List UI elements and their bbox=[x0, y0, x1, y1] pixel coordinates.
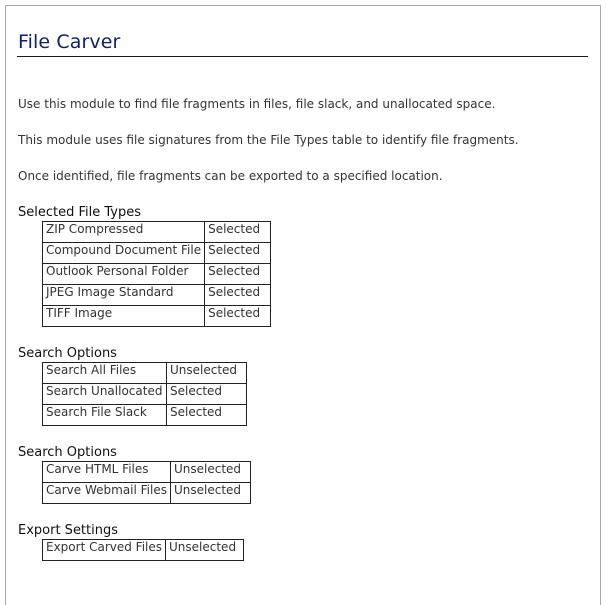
option-name: JPEG Image Standard bbox=[43, 285, 205, 306]
option-name: Carve Webmail Files bbox=[43, 483, 171, 504]
option-name: Export Carved Files bbox=[43, 540, 166, 561]
export-settings-table bbox=[42, 539, 244, 561]
file-types-table bbox=[42, 221, 271, 327]
option-name: Outlook Personal Folder bbox=[43, 264, 205, 285]
option-status: Selected bbox=[205, 306, 271, 327]
option-name: ZIP Compressed bbox=[43, 222, 205, 243]
table-row bbox=[43, 243, 271, 264]
table-row bbox=[43, 285, 271, 306]
option-status: Selected bbox=[205, 285, 271, 306]
table-row bbox=[43, 363, 247, 384]
option-status: Selected bbox=[205, 243, 271, 264]
intro-paragraph: Use this module to find file fragments in files, file slack, and unallocated space. bbox=[18, 97, 496, 111]
option-name: Search Unallocated bbox=[43, 384, 167, 405]
page-title: File Carver bbox=[18, 31, 121, 53]
table-row bbox=[43, 483, 251, 504]
option-name: Search All Files bbox=[43, 363, 167, 384]
section-heading-file-types: Selected File Types bbox=[18, 205, 142, 220]
section-heading-export-settings: Export Settings bbox=[18, 523, 119, 538]
option-status: Selected bbox=[167, 405, 247, 426]
intro-paragraph: Once identified, file fragments can be exported to a specified location. bbox=[18, 169, 443, 183]
table-row bbox=[43, 540, 244, 561]
option-name: Search File Slack bbox=[43, 405, 167, 426]
carve-options-table bbox=[42, 461, 251, 504]
title-divider bbox=[17, 56, 588, 57]
option-status: Unselected bbox=[171, 483, 251, 504]
section-heading-carve-options: Search Options bbox=[18, 445, 117, 460]
option-status: Unselected bbox=[166, 540, 244, 561]
option-status: Selected bbox=[205, 264, 271, 285]
intro-paragraph: This module uses file signatures from the File Types table to identify file fragments. bbox=[18, 133, 519, 147]
option-status: Unselected bbox=[171, 462, 251, 483]
table-row bbox=[43, 384, 247, 405]
option-name: Compound Document File bbox=[43, 243, 205, 264]
table-row bbox=[43, 405, 247, 426]
search-options-table bbox=[42, 362, 247, 426]
option-status: Selected bbox=[167, 384, 247, 405]
option-name: TIFF Image bbox=[43, 306, 205, 327]
option-status: Unselected bbox=[167, 363, 247, 384]
option-status: Selected bbox=[205, 222, 271, 243]
table-row bbox=[43, 306, 271, 327]
table-row bbox=[43, 264, 271, 285]
table-row bbox=[43, 222, 271, 243]
table-row bbox=[43, 462, 251, 483]
section-heading-search-options: Search Options bbox=[18, 346, 117, 361]
option-name: Carve HTML Files bbox=[43, 462, 171, 483]
